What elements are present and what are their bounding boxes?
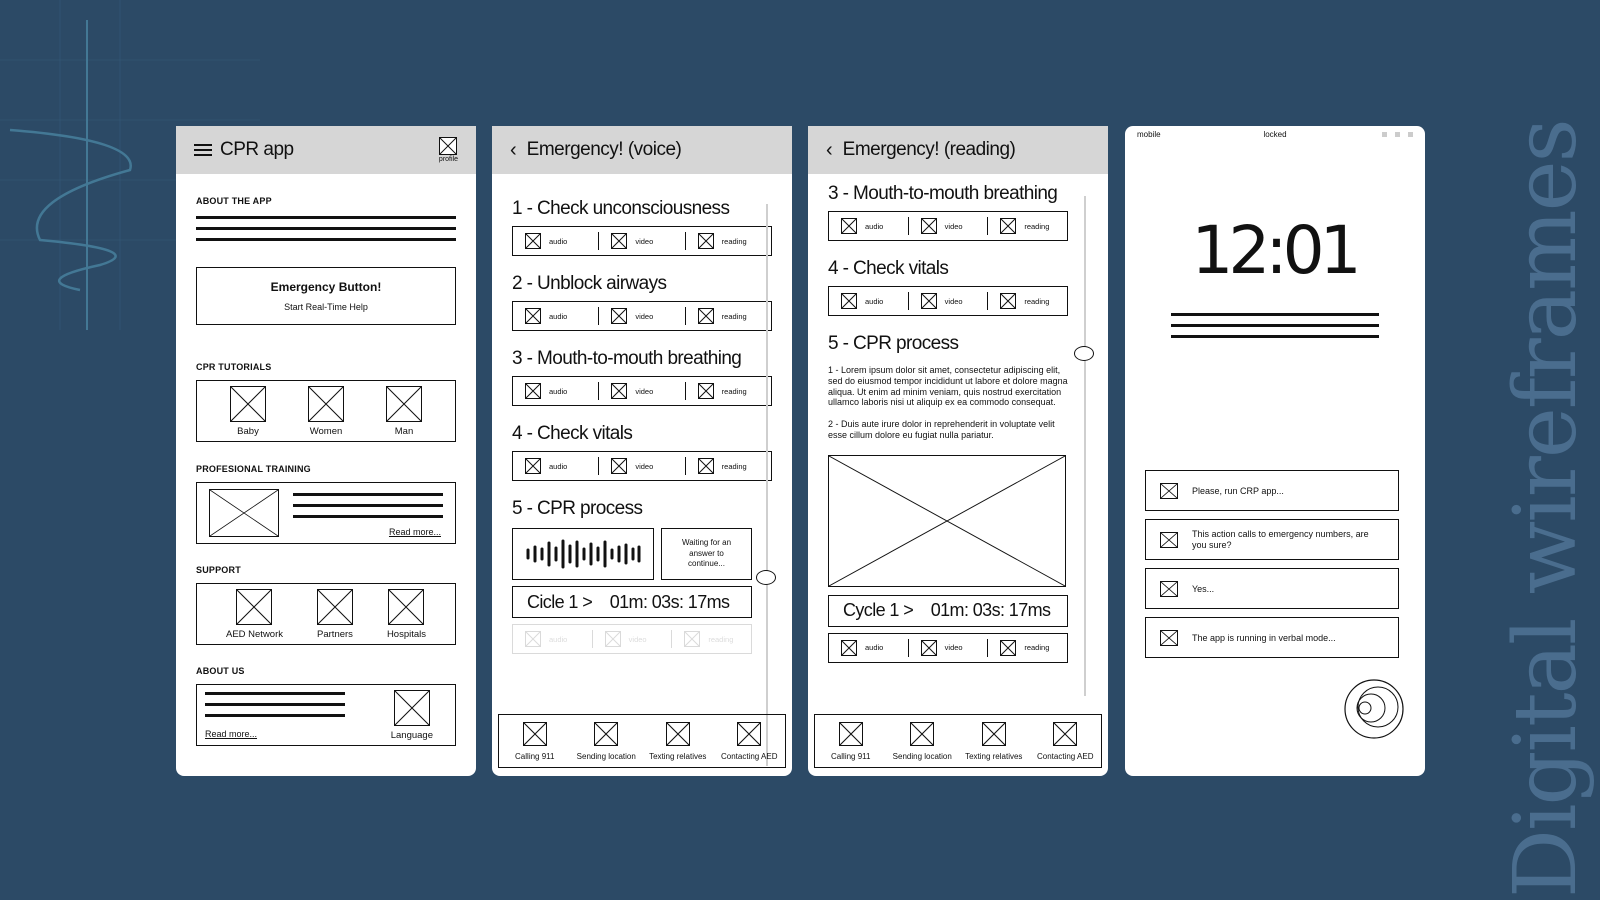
step-title: 4 - Check vitals: [512, 423, 633, 444]
audio-option[interactable]: [829, 640, 908, 656]
voice-assistant-button[interactable]: [1343, 678, 1405, 740]
video-icon: [921, 640, 937, 656]
video-icon: [921, 218, 937, 234]
contacting-aed-button[interactable]: [1030, 715, 1102, 767]
audio-option[interactable]: [513, 233, 598, 249]
reading-option[interactable]: [685, 307, 771, 325]
video-icon: [611, 383, 627, 399]
cycle-timer-text: Cicle 1 > 01m: 03s: 17ms: [527, 591, 730, 612]
notification-text: The app is running in verbal mode...: [1192, 632, 1336, 643]
message-icon: [666, 722, 690, 746]
waiting-message: [661, 528, 752, 580]
step-title: 5 - CPR process: [512, 498, 643, 519]
reading-label: reading: [721, 461, 747, 471]
bottom-nav-label: Contacting AED: [1037, 751, 1094, 761]
video-label: video: [944, 296, 963, 306]
emergency-reading-screen: [808, 126, 1108, 776]
reading-label: reading: [1024, 221, 1050, 231]
audio-label: audio: [865, 296, 884, 306]
tutorial-man[interactable]: [386, 386, 422, 437]
audio-label: audio: [549, 386, 568, 396]
menu-icon[interactable]: [194, 141, 212, 159]
support-heading: SUPPORT: [196, 565, 241, 575]
media-options: [828, 286, 1068, 316]
notification-icon: [1160, 532, 1178, 548]
notification-icon: [1160, 483, 1178, 499]
video-label: video: [635, 236, 654, 246]
video-option[interactable]: [598, 232, 684, 250]
status-icons: [1382, 132, 1413, 137]
bottom-nav-label: Sending location: [576, 751, 636, 761]
reading-icon: [698, 308, 714, 324]
emergency-voice-screen: [492, 126, 792, 776]
step-title: 5 - CPR process: [828, 333, 959, 354]
notification-card[interactable]: [1145, 617, 1399, 658]
reading-option: [671, 630, 751, 648]
audio-option[interactable]: [829, 218, 908, 234]
notification-icon: [1160, 630, 1178, 646]
reading-label: reading: [721, 236, 747, 246]
video-option[interactable]: [908, 639, 988, 657]
instruction-paragraph-1: 1 - Lorem ipsum dolor sit amet, consectetur adipiscing elit, sed do eiusmod tempor incididunt ut labore et dolore magna aliqua. Ut enim ad minim veniam, quis nostrud exercitation ullamco laboris nisi ut aliquip ex ea commodo consequat.: [828, 365, 1068, 408]
training-heading: PROFESIONAL TRAINING: [196, 464, 311, 474]
audio-label: audio: [865, 221, 884, 231]
bottom-nav-label: Sending location: [892, 751, 952, 761]
tutorial-baby[interactable]: [230, 386, 266, 437]
emergency-button[interactable]: [196, 267, 456, 325]
texting-relatives-button[interactable]: [958, 715, 1030, 767]
signal-icon: [1382, 132, 1387, 137]
baby-icon: [230, 386, 266, 422]
reading-header: [808, 126, 1108, 174]
instruction-image: [828, 455, 1066, 587]
media-options: [828, 633, 1068, 663]
tutorial-label: Man: [394, 425, 414, 437]
step-title: 3 - Mouth-to-mouth breathing: [512, 348, 742, 369]
video-icon: [611, 458, 627, 474]
notification-text: This action calls to emergency numbers, are you sure?: [1192, 528, 1369, 550]
back-arrow-icon[interactable]: ‹: [510, 138, 517, 161]
audio-icon: [841, 293, 857, 309]
notification-text: Yes...: [1192, 583, 1215, 594]
audio-option: [513, 631, 592, 647]
reading-screen-title: Emergency! (reading): [842, 139, 1016, 160]
status-left-text: mobile: [1137, 129, 1161, 139]
waiting-text: Waiting for an answer to continue...: [681, 538, 732, 569]
audio-waveform: [512, 528, 654, 580]
support-panel: [196, 583, 456, 645]
audio-label: audio: [549, 461, 568, 471]
reading-label: reading: [1024, 643, 1050, 653]
contacting-aed-button[interactable]: [714, 715, 786, 767]
audio-icon: [841, 218, 857, 234]
battery-icon: [1408, 132, 1413, 137]
audio-label: audio: [549, 634, 568, 644]
language-icon: [394, 690, 430, 726]
phone-icon: [523, 722, 547, 746]
scrollbar-thumb[interactable]: [1074, 346, 1094, 361]
training-panel: [196, 482, 456, 544]
support-label: Hospitals: [386, 628, 427, 640]
media-options: [512, 226, 772, 256]
sending-location-button[interactable]: [571, 715, 643, 767]
about-us-heading: ABOUT US: [196, 666, 245, 676]
video-label: video: [628, 634, 647, 644]
status-bar: [1125, 126, 1425, 142]
notification-text: Please, run CRP app...: [1192, 485, 1284, 496]
scrollbar-track[interactable]: [766, 204, 768, 766]
video-icon: [611, 233, 627, 249]
location-icon: [910, 722, 934, 746]
bottom-action-bar: [814, 714, 1102, 768]
lock-clock: 12:01: [1191, 212, 1357, 289]
bottom-nav-label: Texting relatives: [649, 751, 707, 761]
reading-option[interactable]: [685, 457, 771, 475]
profile-icon: [439, 137, 457, 155]
cycle-timer: [828, 595, 1068, 627]
video-icon: [611, 308, 627, 324]
audio-icon: [525, 458, 541, 474]
lock-text-lines: [1171, 313, 1379, 338]
lock-screen: [1125, 126, 1425, 776]
aed-network-icon: [236, 589, 272, 625]
support-aed-network[interactable]: [226, 589, 283, 640]
video-option[interactable]: [598, 457, 684, 475]
video-icon: [921, 293, 937, 309]
reading-label: reading: [721, 311, 747, 321]
reading-icon: [1000, 293, 1016, 309]
audio-icon: [525, 308, 541, 324]
reading-icon: [698, 233, 714, 249]
app-title: CPR app: [220, 139, 294, 160]
instruction-paragraph-2: 2 - Duis aute irure dolor in reprehenderit in voluptate velit esse cillum dolore eu fugiat nulla pariatur.: [828, 419, 1055, 440]
man-icon: [386, 386, 422, 422]
wifi-icon: [1395, 132, 1400, 137]
reading-label: reading: [721, 386, 747, 396]
reading-option[interactable]: [685, 232, 771, 250]
profile-label: profile: [438, 156, 458, 163]
reading-icon: [1000, 640, 1016, 656]
notification-card[interactable]: [1145, 470, 1399, 511]
audio-option[interactable]: [513, 458, 598, 474]
video-option[interactable]: [598, 382, 684, 400]
audio-label: audio: [865, 643, 884, 653]
calling-911-button[interactable]: [499, 715, 571, 767]
video-label: video: [635, 311, 654, 321]
support-label: Partners: [317, 628, 353, 640]
aed-icon: [1053, 722, 1077, 746]
cycle-timer: [512, 586, 752, 618]
audio-option[interactable]: [829, 293, 908, 309]
scrollbar-track[interactable]: [1084, 196, 1086, 696]
tutorial-label: Baby: [237, 425, 259, 437]
reading-icon: [698, 383, 714, 399]
women-icon: [308, 386, 344, 422]
back-arrow-icon[interactable]: ‹: [826, 138, 833, 161]
media-options: [512, 376, 772, 406]
bottom-nav-label: Contacting AED: [721, 751, 778, 761]
audio-option[interactable]: [513, 308, 598, 324]
message-icon: [982, 722, 1006, 746]
partners-icon: [317, 589, 353, 625]
step-title: 1 - Check unconsciousness: [512, 198, 730, 219]
profile-button[interactable]: [439, 137, 458, 163]
tutorial-women[interactable]: [308, 386, 344, 437]
video-icon: [605, 631, 621, 647]
about-us-text-lines: [205, 692, 345, 725]
bottom-action-bar: [498, 714, 786, 768]
support-label: AED Network: [225, 628, 283, 640]
media-options: [828, 211, 1068, 241]
tutorials-heading: CPR TUTORIALS: [196, 362, 272, 372]
reading-icon: [698, 458, 714, 474]
about-app-text-lines: [196, 216, 456, 241]
audio-label: audio: [549, 236, 568, 246]
hospitals-icon: [388, 589, 424, 625]
video-label: video: [635, 386, 654, 396]
audio-icon: [525, 631, 541, 647]
cycle-timer-text: Cycle 1 > 01m: 03s: 17ms: [843, 600, 1051, 621]
language-label: Language: [390, 729, 433, 741]
aed-icon: [737, 722, 761, 746]
scrollbar-thumb[interactable]: [756, 570, 776, 585]
training-image: [209, 489, 279, 537]
home-screen: [176, 126, 476, 776]
voice-header: [492, 126, 792, 174]
reading-option[interactable]: [987, 217, 1067, 235]
status-center-text: locked: [1263, 129, 1287, 139]
audio-icon: [525, 383, 541, 399]
voice-screen-title: Emergency! (voice): [526, 139, 682, 160]
support-partners[interactable]: [317, 589, 353, 640]
audio-icon: [841, 640, 857, 656]
step-title: 4 - Check vitals: [828, 258, 949, 279]
video-option[interactable]: [908, 217, 988, 235]
reading-label: reading: [708, 634, 734, 644]
bottom-nav-label: Calling 911: [515, 751, 555, 761]
training-read-more-link[interactable]: Read more...: [388, 527, 441, 537]
sending-location-button[interactable]: [887, 715, 959, 767]
reading-icon: [1000, 218, 1016, 234]
about-us-read-more-link[interactable]: Read more...: [205, 729, 258, 739]
about-app-heading: ABOUT THE APP: [196, 196, 272, 206]
calling-911-button[interactable]: [815, 715, 887, 767]
about-us-panel: [196, 684, 456, 746]
reading-option[interactable]: [987, 639, 1067, 657]
step-title: 2 - Unblock airways: [512, 273, 667, 294]
bottom-nav-label: Texting relatives: [965, 751, 1023, 761]
voice-assistant-icon: [1343, 678, 1405, 740]
tutorials-panel: [196, 380, 456, 442]
video-option: [592, 630, 672, 648]
emergency-button-subtitle: Start Real-Time Help: [284, 302, 368, 312]
media-options-faded: [512, 624, 752, 654]
location-icon: [594, 722, 618, 746]
notification-card[interactable]: [1145, 568, 1399, 609]
video-option[interactable]: [598, 307, 684, 325]
support-hospitals[interactable]: [387, 589, 426, 640]
emergency-button-title: Emergency Button!: [270, 280, 382, 294]
notification-icon: [1160, 581, 1178, 597]
texting-relatives-button[interactable]: [642, 715, 714, 767]
video-option[interactable]: [908, 292, 988, 310]
video-label: video: [944, 643, 963, 653]
reading-option[interactable]: [987, 292, 1067, 310]
audio-icon: [525, 233, 541, 249]
bottom-nav-label: Calling 911: [831, 751, 871, 761]
notification-card[interactable]: [1145, 519, 1399, 560]
app-header: [176, 126, 476, 174]
step-title: 3 - Mouth-to-mouth breathing: [828, 183, 1058, 204]
media-options: [512, 451, 772, 481]
audio-label: audio: [549, 311, 568, 321]
video-label: video: [944, 221, 963, 231]
media-options: [512, 301, 772, 331]
tutorial-label: Women: [309, 425, 343, 437]
audio-option[interactable]: [513, 383, 598, 399]
waveform-icon: [525, 539, 641, 569]
reading-label: reading: [1024, 296, 1050, 306]
video-label: video: [635, 461, 654, 471]
training-text-lines: [293, 493, 443, 526]
phone-icon: [839, 722, 863, 746]
side-title: Digital wireframes: [1496, 120, 1596, 898]
language-button[interactable]: [391, 690, 433, 741]
reading-icon: [684, 631, 700, 647]
reading-option[interactable]: [685, 382, 771, 400]
